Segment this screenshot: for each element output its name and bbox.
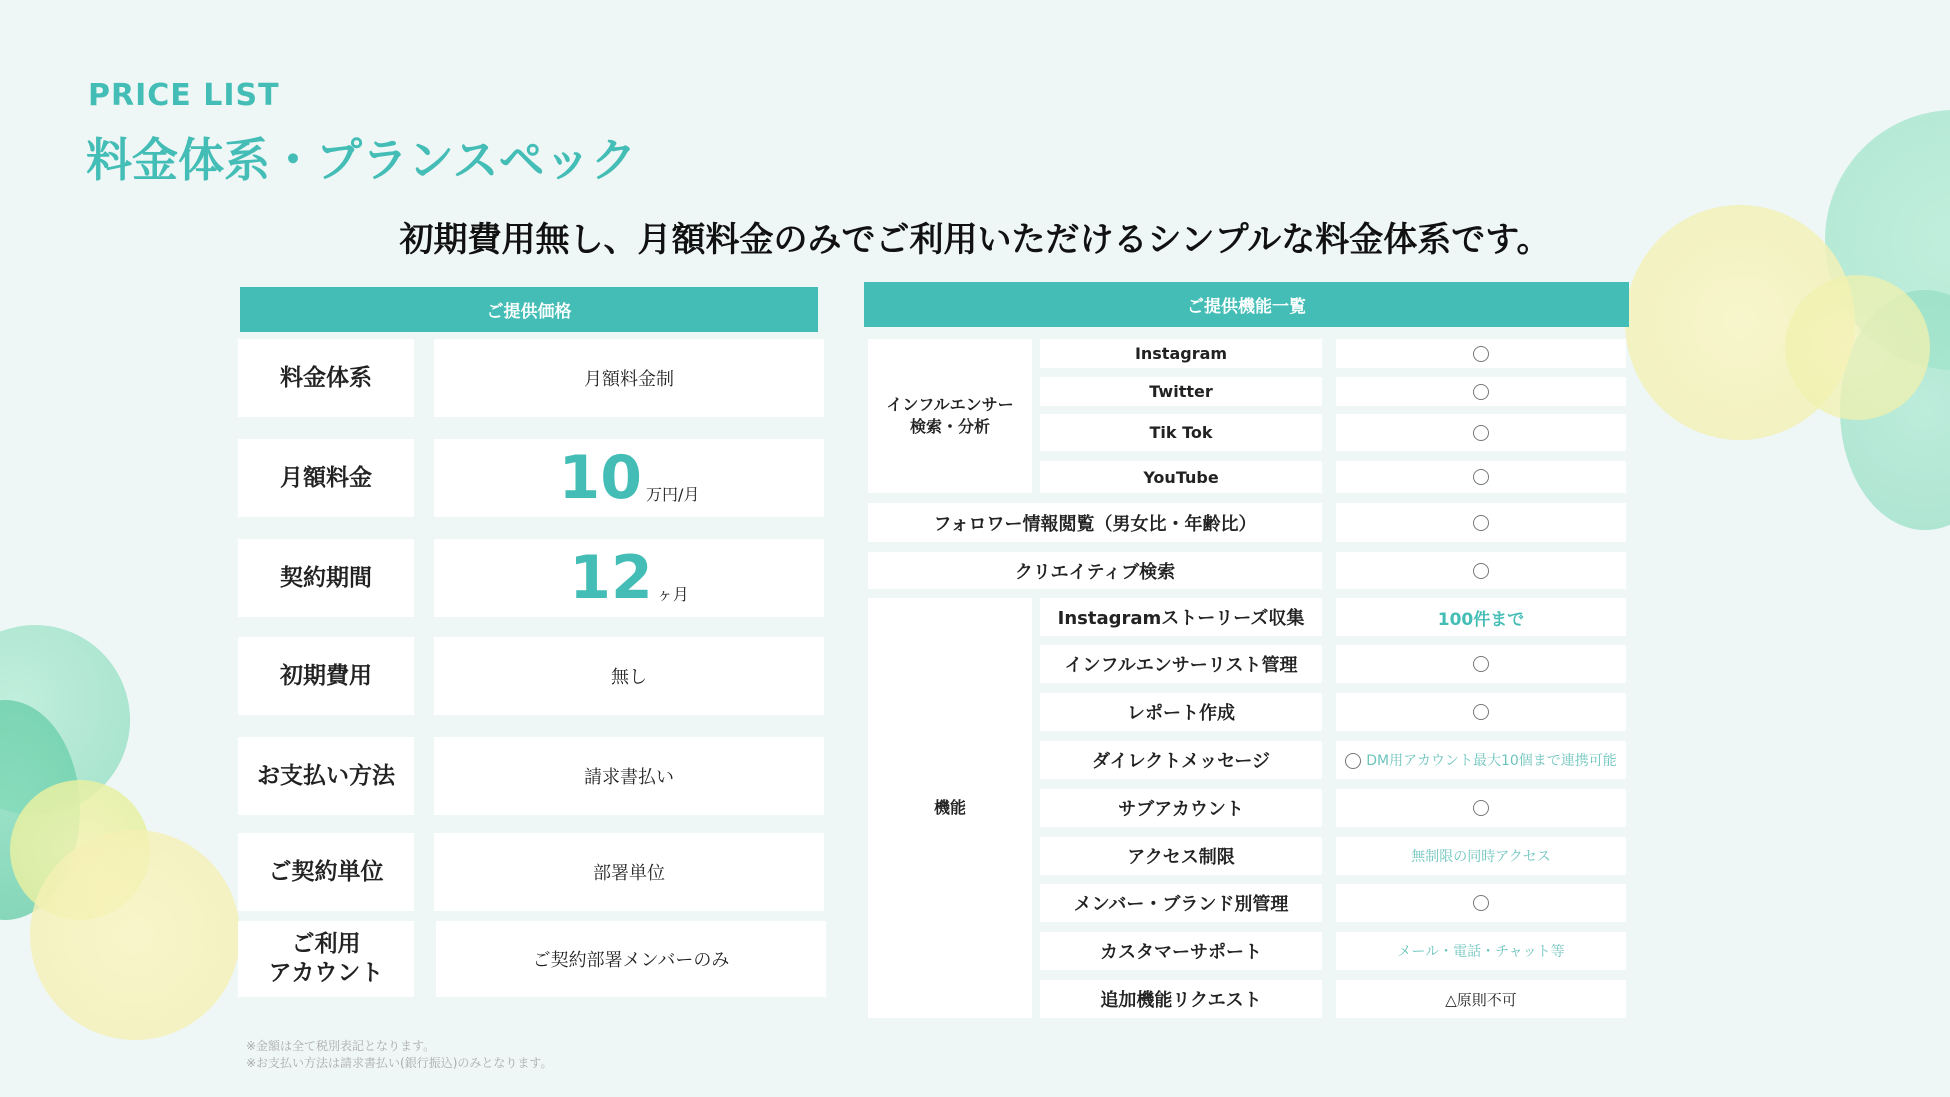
feature-name: Instagram (1040, 339, 1322, 368)
decor-blob (30, 830, 240, 1040)
features-header: ご提供機能一覧 (864, 282, 1629, 327)
check-circle-icon (1473, 563, 1489, 579)
feature-value-text: 無制限の同時アクセス (1411, 849, 1551, 865)
contract-period-number: 12 (569, 543, 653, 613)
pricing-key: 初期費用 (238, 637, 414, 715)
dm-note: DM用アカウント最大10個まで連携可能 (1366, 753, 1617, 769)
feature-value: △原則不可 (1336, 980, 1626, 1018)
check-circle-icon (1473, 425, 1489, 441)
feature-name: フォロワー情報閲覧（男女比・年齢比） (868, 503, 1322, 542)
monthly-fee-number: 10 (558, 443, 643, 513)
pricing-row (238, 637, 824, 715)
feature-name: メンバー・ブランド別管理 (1040, 884, 1322, 922)
check-circle-icon (1473, 895, 1489, 911)
pricing-key: 料金体系 (238, 339, 414, 417)
monthly-fee-unit: 万円/月 (646, 485, 700, 504)
check-circle-icon (1473, 384, 1489, 400)
check-circle-icon (1473, 704, 1489, 720)
feature-name: インフルエンサーリスト管理 (1040, 645, 1322, 683)
feature-value (1336, 837, 1626, 875)
pricing-value (434, 539, 824, 617)
pricing-value: 請求書払い (434, 737, 824, 815)
check-circle-icon (1473, 469, 1489, 485)
pricing-key-line: ご利用 (291, 931, 361, 958)
check-circle-icon (1473, 656, 1489, 672)
pricing-value: ご契約部署メンバーのみ (436, 921, 826, 997)
feature-name: アクセス制限 (1040, 837, 1322, 875)
pricing-row (238, 921, 824, 997)
feature-value (1336, 598, 1626, 636)
feature-name: YouTube (1040, 461, 1322, 493)
pricing-key (238, 921, 414, 997)
feature-name: ダイレクトメッセージ (1040, 741, 1322, 779)
pricing-value: 月額料金制 (434, 339, 824, 417)
feature-name: サブアカウント (1040, 789, 1322, 827)
footnote: ※金額は全て税別表記となります。 (246, 1039, 436, 1053)
pricing-row (238, 539, 824, 617)
feature-value (1336, 339, 1626, 368)
feature-value (1336, 932, 1626, 970)
pricing-key: ご契約単位 (238, 833, 414, 911)
pricing-header: ご提供価格 (240, 287, 818, 332)
lead-text: 初期費用無し、月額料金のみでご利用いただけるシンプルな料金体系です。 (399, 220, 1551, 260)
feature-category-line: 検索・分析 (909, 417, 990, 436)
footnote: ※お支払い方法は請求書払い(銀行振込)のみとなります。 (246, 1056, 553, 1070)
check-circle-icon (1473, 346, 1489, 362)
pricing-key-line: アカウント (268, 960, 384, 986)
feature-value (1336, 552, 1626, 589)
feature-name: 追加機能リクエスト (1040, 980, 1322, 1018)
feature-value (1336, 789, 1626, 827)
pricing-value (434, 439, 824, 517)
pricing-row (238, 439, 824, 517)
pricing-value: 無し (434, 637, 824, 715)
contract-period-unit: ヶ月 (656, 585, 689, 604)
feature-value (1336, 414, 1626, 451)
feature-value (1336, 503, 1626, 542)
page-title: 料金体系・プランスペック (86, 133, 637, 187)
feature-name: クリエイティブ検索 (868, 552, 1322, 589)
feature-value (1336, 693, 1626, 731)
feature-value-text: メール・電話・チャット等 (1397, 944, 1565, 960)
feature-category-line: インフルエンサー (886, 395, 1014, 415)
decor-blob (1785, 275, 1930, 420)
feature-value (1336, 884, 1626, 922)
check-circle-icon (1473, 515, 1489, 531)
feature-name: カスタマーサポート (1040, 932, 1322, 970)
check-circle-icon (1345, 753, 1361, 769)
feature-value (1336, 377, 1626, 406)
pricing-row (238, 833, 824, 911)
pricing-row (238, 339, 824, 417)
check-circle-icon (1473, 800, 1489, 816)
feature-category: 機能 (868, 598, 1032, 1018)
pricing-value: 部署単位 (434, 833, 824, 911)
feature-name: レポート作成 (1040, 693, 1322, 731)
feature-name: Twitter (1040, 377, 1322, 406)
feature-name: Tik Tok (1040, 414, 1322, 451)
feature-value-text: 100件まで (1437, 609, 1525, 630)
feature-value (1336, 645, 1626, 683)
footnotes (246, 1038, 552, 1072)
feature-value (1336, 741, 1626, 779)
pricing-key: 月額料金 (238, 439, 414, 517)
feature-value-text (1345, 750, 1617, 770)
pricing-row (238, 737, 824, 815)
section-label: PRICE LIST (88, 78, 280, 113)
pricing-key: お支払い方法 (238, 737, 414, 815)
feature-value (1336, 461, 1626, 493)
pricing-key: 契約期間 (238, 539, 414, 617)
feature-category (868, 339, 1032, 493)
feature-name: Instagramストーリーズ収集 (1040, 598, 1322, 636)
